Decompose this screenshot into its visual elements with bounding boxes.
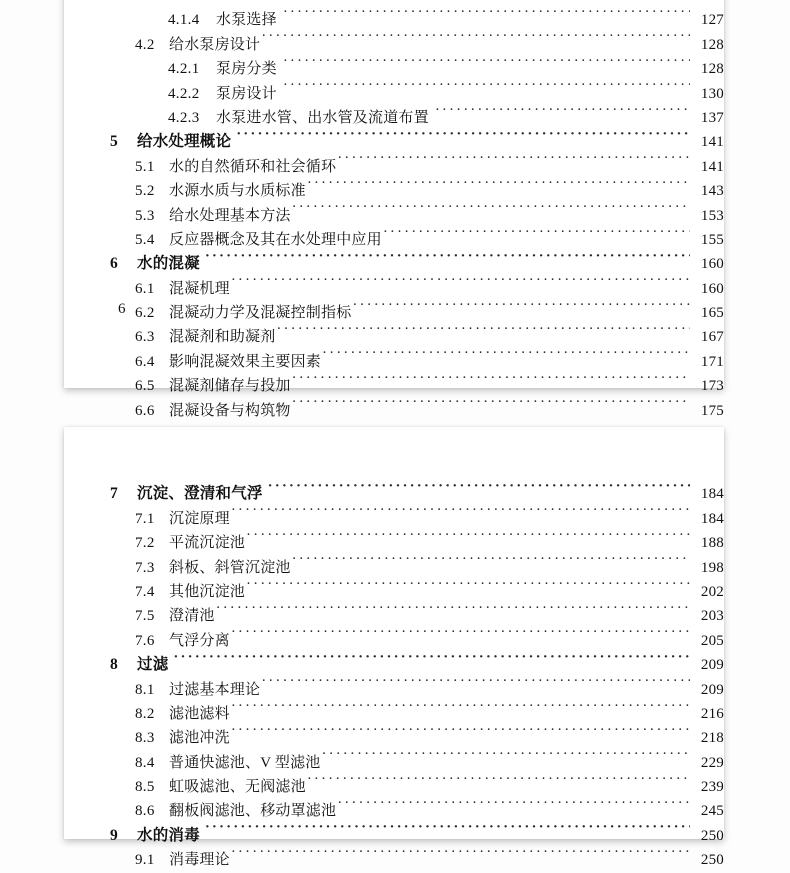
toc-entry-title: 混凝动力学及混凝控制指标 (169, 305, 352, 322)
toc-entry-number: 6.1 (135, 280, 155, 297)
toc-entry-page-number: 137 (700, 109, 724, 126)
toc-dot-leader (283, 49, 690, 73)
toc-entry-page-number: 218 (700, 730, 724, 747)
toc-entry-number: 7.2 (135, 535, 155, 552)
toc-entry-page-number: 229 (700, 754, 724, 771)
toc-entry-title: 混凝设备与构筑物 (169, 402, 291, 419)
toc-entry-number: 5.1 (135, 158, 155, 175)
toc-entry-page-number: 205 (700, 632, 724, 649)
toc-dot-leader (292, 366, 690, 390)
toc-entry-number: 7.1 (135, 510, 155, 527)
toc-entry-number: 5.3 (135, 207, 155, 224)
toc-entry-title: 其他沉淀池 (169, 583, 246, 600)
toc-entry-title: 消毒理论 (169, 852, 230, 869)
toc-dot-leader (268, 474, 690, 498)
toc-entry-title: 给水处理基本方法 (169, 207, 291, 224)
toc-entry-page-number: 250 (700, 852, 724, 869)
toc-entry-number: 7.3 (135, 559, 155, 576)
toc-entry-page-number: 127 (700, 12, 724, 29)
toc-entry-page-number: 175 (700, 402, 724, 419)
toc-dot-leader (283, 73, 690, 97)
toc-entry-title: 混凝剂和助凝剂 (169, 329, 276, 346)
toc-entry-page-number: 245 (700, 803, 724, 820)
toc-entry-number: 4.1.4 (168, 12, 200, 29)
toc-entry-page-number: 153 (700, 207, 724, 224)
toc-entry-title: 水泵选择 (216, 12, 277, 29)
toc-entry-number: 7.4 (135, 583, 155, 600)
toc-dot-leader (292, 195, 690, 219)
toc-entry-number: 6.4 (135, 353, 155, 370)
toc-entry-title: 过滤基本理论 (169, 681, 261, 698)
toc-entry-title: 混凝机理 (169, 280, 230, 297)
toc-dot-leader (292, 390, 690, 414)
toc-entry-page-number: 171 (700, 353, 724, 370)
toc-dot-leader (322, 341, 690, 365)
toc-entry-page-number: 239 (700, 779, 724, 796)
toc-entry-number: 8.1 (135, 681, 155, 698)
toc-entry-page-number: 141 (700, 134, 724, 151)
toc-entry-page-number: 184 (700, 510, 724, 527)
toc-entry-page-number: 202 (700, 583, 724, 600)
toc-dot-leader (173, 645, 690, 669)
toc-entry-page-number: 155 (700, 231, 724, 248)
toc-entry-title: 滤池滤料 (169, 705, 230, 722)
toc-entry-title: 斜板、斜管沉淀池 (169, 559, 291, 576)
toc-entry-page-number: 160 (700, 280, 724, 297)
toc-entry-title: 普通快滤池、V 型滤池 (169, 754, 321, 771)
toc-entry-number: 8.2 (135, 705, 155, 722)
toc-entry-title: 泵房设计 (216, 85, 277, 102)
toc-entry-number: 8.5 (135, 779, 155, 796)
document-page-2 (64, 427, 724, 869)
toc-dot-leader (322, 742, 690, 766)
toc-dot-leader (337, 791, 690, 815)
toc-entry-title: 沉淀、澄清和气浮 (137, 485, 263, 503)
toc-entry[interactable] (64, 474, 724, 503)
toc-entry-page-number: 173 (700, 378, 724, 395)
toc-entry-title: 反应器概念及其在水处理中应用 (169, 231, 382, 248)
toc-entry-title: 水源水质与水质标准 (169, 183, 306, 200)
toc-entry-title: 给水处理概论 (137, 133, 232, 151)
toc-entry-number: 7.6 (135, 632, 155, 649)
toc-entry-number: 5.2 (135, 183, 155, 200)
toc-dot-leader (383, 220, 690, 244)
toc-entry-page-number: 141 (700, 158, 724, 175)
toc-dot-leader (205, 815, 690, 839)
toc-entry-number: 6 (110, 255, 119, 273)
toc-dot-leader (236, 122, 690, 146)
toc-entry-number: 4.2.2 (168, 85, 200, 102)
toc-entry-page-number: 167 (700, 329, 724, 346)
toc-entry-page-number: 203 (700, 608, 724, 625)
toc-dot-leader (231, 718, 690, 742)
toc-entry-title: 澄清池 (169, 608, 215, 625)
toc-entry-title: 翻板阀滤池、移动罩滤池 (169, 803, 337, 820)
toc-entry-page-number: 184 (700, 486, 724, 503)
toc-entry-page-number: 209 (700, 657, 724, 674)
toc-entry-number: 4.2 (135, 36, 155, 53)
toc-entry-title: 过滤 (137, 656, 169, 674)
toc-entry-page-number: 143 (700, 183, 724, 200)
toc-entry-title: 平流沉淀池 (169, 535, 246, 552)
document-page-1 (64, 0, 724, 419)
toc-dot-leader (261, 669, 690, 693)
toc-list-page-1 (64, 0, 724, 419)
toc-entry-number: 8 (110, 656, 119, 674)
toc-entry-number: 4.2.1 (168, 61, 200, 78)
toc-entry[interactable] (64, 0, 724, 29)
toc-dot-leader (246, 572, 690, 596)
toc-entry-title: 水的自然循环和社会循环 (169, 158, 337, 175)
toc-entry-number: 7.5 (135, 608, 155, 625)
toc-entry-number: 6.5 (135, 378, 155, 395)
toc-dot-leader (352, 293, 690, 317)
toc-dot-leader (276, 317, 690, 341)
toc-entry-number: 9.1 (135, 852, 155, 869)
toc-list-page-2 (64, 474, 724, 869)
toc-entry-title: 虹吸滤池、无阀滤池 (169, 779, 306, 796)
toc-entry-page-number: 130 (700, 85, 724, 102)
toc-dot-leader (246, 523, 690, 547)
toc-entry-title: 泵房分类 (216, 61, 277, 78)
toc-dot-leader (231, 498, 690, 522)
toc-entry-number: 9 (110, 826, 119, 844)
toc-dot-leader (307, 767, 690, 791)
toc-entry-page-number: 250 (700, 827, 724, 844)
toc-entry-number: 6.6 (135, 402, 155, 419)
toc-dot-leader (283, 0, 690, 24)
toc-dot-leader (231, 840, 690, 864)
toc-entry-title: 气浮分离 (169, 632, 230, 649)
toc-dot-leader (231, 268, 690, 292)
toc-entry-number: 5.4 (135, 231, 155, 248)
toc-entry-title: 影响混凝效果主要因素 (169, 353, 322, 370)
toc-dot-leader (231, 694, 690, 718)
toc-entry-title: 给水泵房设计 (169, 36, 261, 53)
toc-dot-leader (292, 547, 690, 571)
toc-entry-title: 沉淀原理 (169, 510, 230, 527)
toc-dot-leader (337, 146, 690, 170)
toc-entry-title: 混凝剂储存与投加 (169, 378, 291, 395)
toc-dot-leader (435, 98, 690, 122)
toc-entry-title: 水的混凝 (137, 255, 200, 273)
toc-dot-leader (205, 244, 690, 268)
toc-entry-title: 水的消毒 (137, 826, 200, 844)
toc-entry-title: 水泵进水管、出水管及流道布置 (216, 109, 429, 126)
toc-entry-page-number: 160 (700, 256, 724, 273)
toc-entry-page-number: 216 (700, 705, 724, 722)
toc-entry-number: 6.2 (135, 305, 155, 322)
toc-entry-number: 7 (110, 485, 119, 503)
toc-entry-title: 滤池冲洗 (169, 730, 230, 747)
toc-entry-page-number: 165 (700, 305, 724, 322)
toc-entry-number: 8.6 (135, 803, 155, 820)
toc-entry-page-number: 128 (700, 61, 724, 78)
toc-entry-page-number: 198 (700, 559, 724, 576)
toc-entry-page-number: 188 (700, 535, 724, 552)
toc-dot-leader (307, 171, 690, 195)
toc-entry-number: 4.2.3 (168, 109, 200, 126)
toc-dot-leader (261, 24, 690, 48)
toc-entry-page-number: 209 (700, 681, 724, 698)
toc-entry-number: 5 (110, 133, 119, 151)
toc-entry-number: 8.4 (135, 754, 155, 771)
toc-dot-leader (216, 596, 690, 620)
toc-entry-number: 8.3 (135, 730, 155, 747)
toc-entry-page-number: 128 (700, 36, 724, 53)
toc-entry-number: 6.3 (135, 329, 155, 346)
toc-dot-leader (231, 620, 690, 644)
page-folio-number: 6 (118, 301, 126, 317)
